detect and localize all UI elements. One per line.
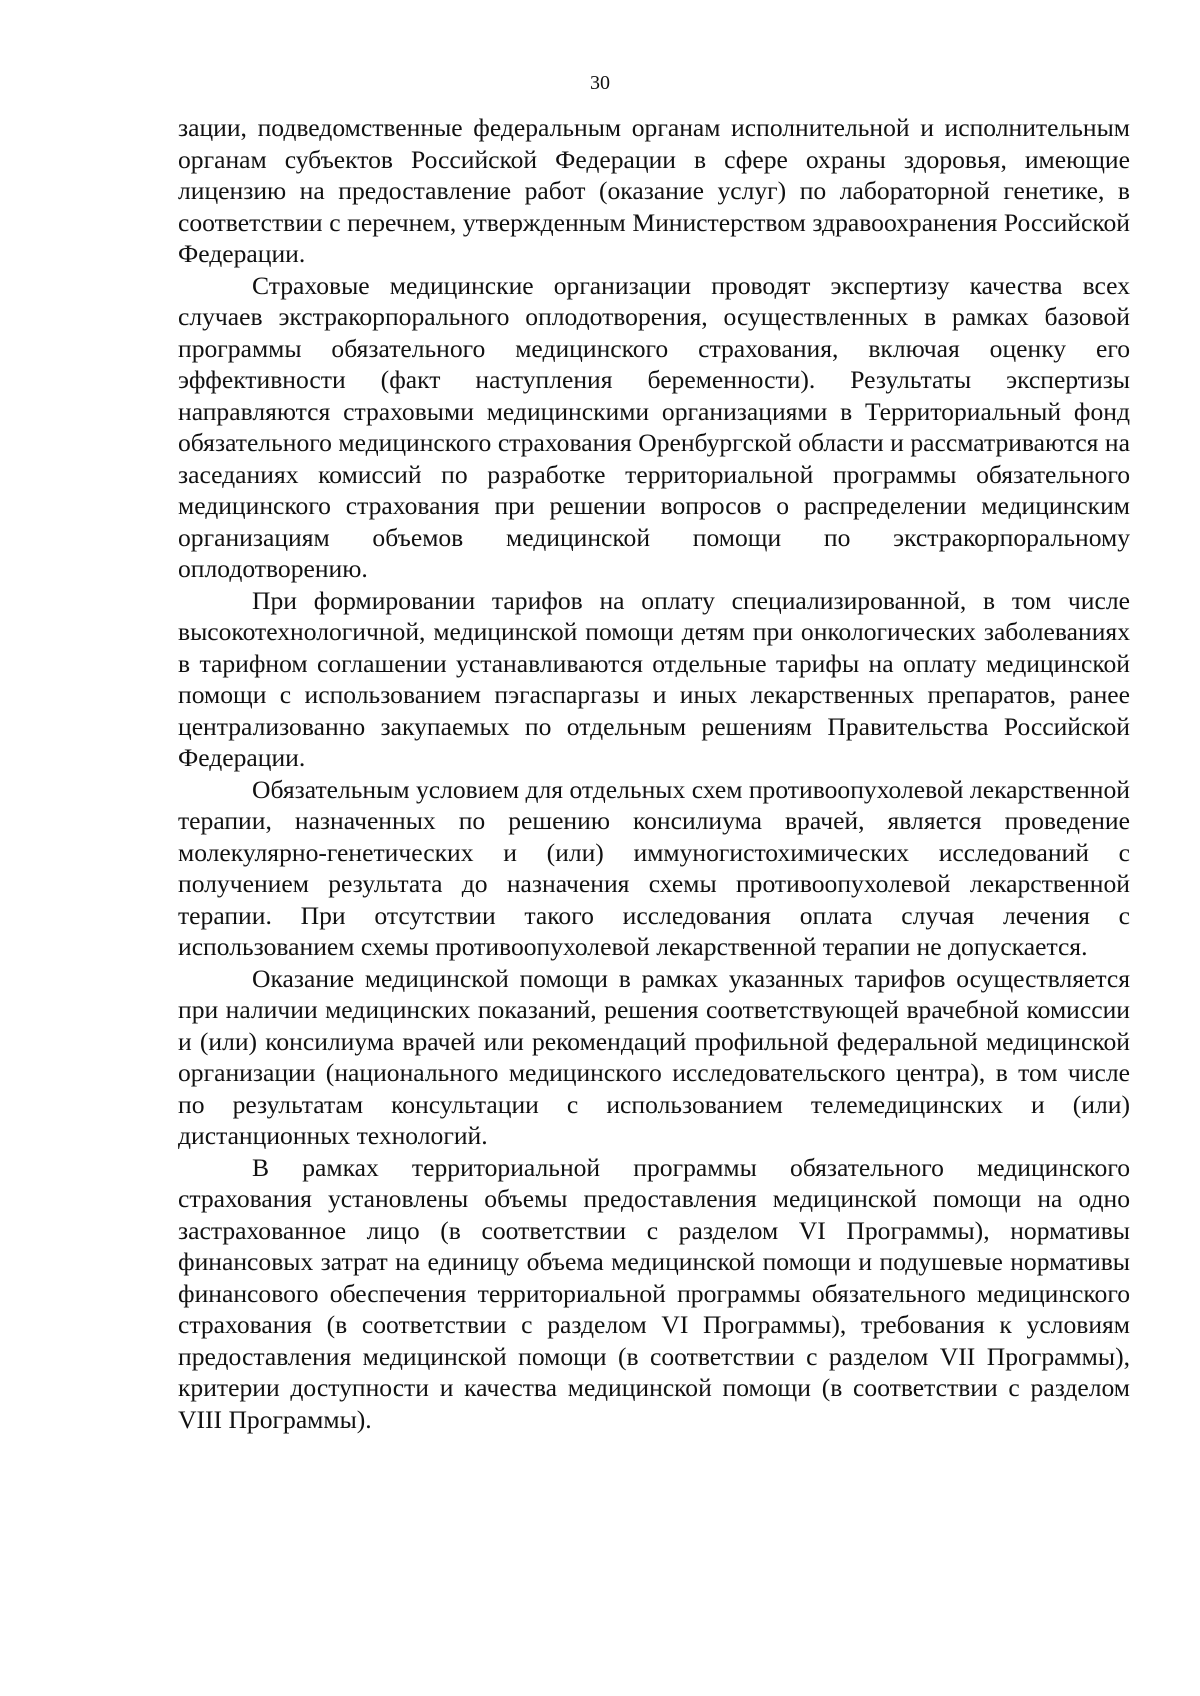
paragraph-continuation: зации, подведомственные федеральным органам исполнительной и исполнительным органам субъектов Российской Федерации в сфере охраны здоровья, имеющие лицензию на предоставление работ (оказание услуг) по лабораторной генетике, в соответствии с перечнем, утвержденным Министерством здравоохранения Российской Федерации. bbox=[178, 113, 1130, 268]
paragraph-territorial-program: В рамках территориальной программы обязательного медицинского страхования установлены объемы предоставления медицинской помощи на одно застрахованное лицо (в соответствии с разделом VI Программы), нормативы финансовых затрат на единицу объема медицинской помощи и подушевые нормативы финансового обеспечения территориальной программы обязательного медицинского страхования (в соответствии с разделом VI Программы), требования к условиям предоставления медицинской помощи (в соответствии с разделом VII Программы), критерии доступности и качества медицинской помощи (в соответствии с разделом VIII Программы). bbox=[178, 1152, 1130, 1434]
paragraph-medical-care-provision: Оказание медицинской помощи в рамках указанных тарифов осуществляется при наличии медицинских показаний, решения соответствующей врачебной комиссии и (или) консилиума врачей или рекомендаций профильной федеральной медицинской организации (национального медицинского исследовательского центра), в том числе по результатам консультации с использованием телемедицинских и (или) дистанционных технологий. bbox=[178, 963, 1130, 1150]
paragraph-antitumor-therapy-condition: Обязательным условием для отдельных схем противоопухолевой лекарственной терапии, назначенных по решению консилиума врачей, является проведение молекулярно-генетических и (или) иммуногистохимических исследований с получением результата до назначения схемы противоопухолевой лекарственной терапии. При отсутствии такого исследования оплата случая лечения с использованием схемы противоопухолевой лекарственной терапии не допускается. bbox=[178, 774, 1130, 961]
paragraph-insurance-expertise: Страховые медицинские организации проводят экспертизу качества всех случаев экстракорпорального оплодотворения, осуществленных в рамках базовой программы обязательного медицинского страхования, включая оценку его эффективности (факт наступления беременности). Результаты экспертизы направляются страховыми медицинскими организациями в Территориальный фонд обязательного медицинского страхования Оренбургской области и рассматриваются на заседаниях комиссий по разработке территориальной программы обязательного медицинского страхования при решении вопросов о распределении медицинским организациям объемов медицинской помощи по экстракорпоральному оплодотворению. bbox=[178, 270, 1130, 583]
paragraph-pediatric-oncology-tariffs: При формировании тарифов на оплату специализированной, в том числе высокотехнологичной, медицинской помощи детям при онкологических заболеваниях в тарифном соглашении устанавливаются отдельные тарифы на оплату медицинской помощи с использованием пэгаспаргазы и иных лекарственных препаратов, ранее централизованно закупаемых по отдельным решениям Правительства Российской Федерации. bbox=[178, 585, 1130, 772]
page-number: 30 bbox=[590, 72, 610, 94]
document-body bbox=[178, 112, 1130, 1435]
